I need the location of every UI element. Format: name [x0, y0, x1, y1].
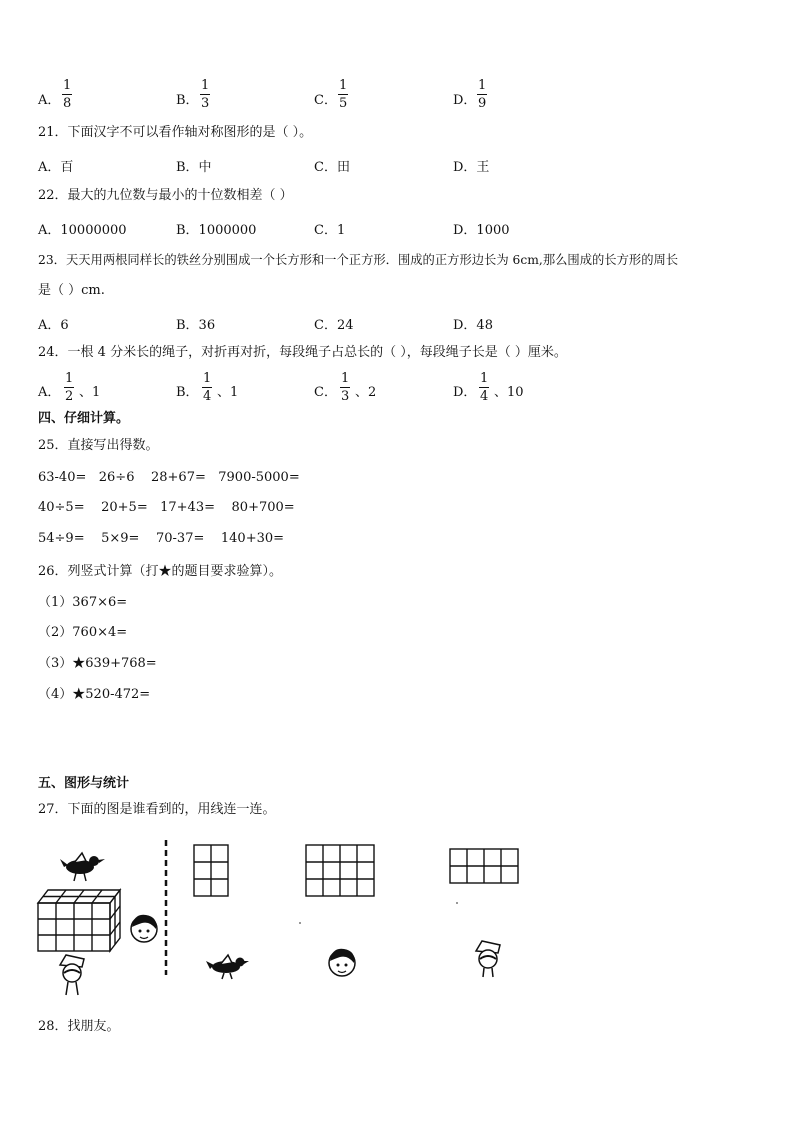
fraction-numerator: 1	[480, 371, 489, 386]
fraction-bar	[338, 94, 348, 95]
q25-stem: 25．直接写出得数。	[38, 438, 159, 453]
fraction-bar	[479, 387, 489, 388]
q21-option-b[interactable]: B．中	[176, 160, 212, 175]
boy-with-hat-icon	[60, 955, 84, 995]
fraction-bar	[477, 94, 487, 95]
view-grid-4x3	[306, 845, 374, 896]
q28-stem: 28．找朋友。	[38, 1019, 120, 1034]
q22-option-b[interactable]: B．1000000	[176, 223, 257, 238]
q20-option-b-letter[interactable]: B．	[176, 93, 199, 108]
q24-option-b-letter[interactable]: B．	[176, 385, 199, 400]
bird-icon	[60, 853, 105, 881]
q23-stem-line1: 23．天天用两根同样长的铁丝分别围成一个长方形和一个正方形．围成的正方形边长为 6cm,那么围成的长方形的周长	[38, 253, 679, 267]
fraction-bar	[62, 94, 72, 95]
view-grid-4x2	[450, 849, 518, 883]
fraction-numerator: 1	[478, 78, 487, 93]
section-5-title: 五、图形与统计	[38, 776, 130, 791]
girl-face-icon	[329, 949, 355, 976]
fraction-numerator: 1	[65, 371, 74, 386]
q22-option-d[interactable]: D．1000	[453, 223, 510, 238]
q20-option-a-letter[interactable]: A．	[38, 93, 61, 108]
q25-row-2: 40÷5= 20+5= 17+43= 80+700=	[38, 500, 295, 515]
q24-option-a-letter[interactable]: A．	[38, 385, 61, 400]
q21-option-a[interactable]: A．百	[38, 160, 74, 175]
q23-stem-line2: 是（ ）cm.	[38, 283, 105, 298]
q21-option-d[interactable]: D．王	[453, 160, 490, 175]
q24-option-d-fraction	[479, 371, 489, 404]
fraction-numerator: 1	[203, 371, 212, 386]
fraction-bar	[202, 387, 212, 388]
q20-option-c-fraction	[338, 78, 348, 111]
q27-figure	[30, 835, 540, 1005]
bird-icon	[206, 955, 249, 979]
fraction-denominator: 4	[203, 389, 212, 404]
girl-face-icon	[131, 915, 157, 942]
q26-item-2: （2）760×4=	[38, 625, 128, 640]
boy-with-hat-icon	[476, 941, 500, 977]
q26-stem: 26．列竖式计算（打★的题目要求验算）。	[38, 564, 283, 579]
fraction-denominator: 3	[201, 96, 210, 111]
fraction-bar	[340, 387, 350, 388]
section-4-title: 四、仔细计算。	[38, 411, 130, 426]
q20-option-b-fraction	[200, 78, 210, 111]
q27-stem: 27．下面的图是谁看到的，用线连一连。	[38, 802, 276, 817]
q23-option-d[interactable]: D．48	[453, 318, 493, 333]
q21-stem: 21．下面汉字不可以看作轴对称图形的是（ ）。	[38, 125, 313, 140]
q25-row-1: 63-40= 26÷6 28+67= 7900-5000=	[38, 470, 300, 485]
speck-dot	[299, 922, 301, 924]
q20-option-d-fraction	[477, 78, 487, 111]
q20-option-d-letter[interactable]: D．	[453, 93, 477, 108]
q26-item-1: （1）367×6=	[38, 595, 128, 610]
fraction-denominator: 4	[480, 389, 489, 404]
q20-option-c-letter[interactable]: C．	[314, 93, 337, 108]
q24-option-a-tail: 、1	[79, 385, 101, 400]
q26-item-4: （4）★520-472=	[38, 687, 151, 702]
q23-option-b[interactable]: B．36	[176, 318, 216, 333]
q21-option-c[interactable]: C．田	[314, 160, 350, 175]
q24-option-c-letter[interactable]: C．	[314, 385, 337, 400]
q24-stem: 24．一根 4 分米长的绳子，对折再对折，每段绳子占总长的（ ），每段绳子长是（ ）厘米。	[38, 345, 567, 360]
view-grid-2x3	[194, 845, 228, 896]
fraction-bar	[200, 94, 210, 95]
q24-option-d-letter[interactable]: D．	[453, 385, 477, 400]
fraction-numerator: 1	[341, 371, 350, 386]
q24-option-b-fraction	[202, 371, 212, 404]
fraction-denominator: 3	[341, 389, 350, 404]
q25-row-3: 54÷9= 5×9= 70-37= 140+30=	[38, 531, 285, 546]
q23-option-a[interactable]: A．6	[38, 318, 69, 333]
q22-option-a[interactable]: A．10000000	[38, 223, 127, 238]
q24-option-c-tail: 、2	[355, 385, 377, 400]
speck-dot	[456, 902, 458, 904]
fraction-numerator: 1	[63, 78, 72, 93]
cube-stack-image	[38, 890, 120, 951]
q22-stem: 22．最大的九位数与最小的十位数相差（ ）	[38, 188, 293, 203]
fraction-denominator: 5	[339, 96, 348, 111]
q20-option-a-fraction	[62, 78, 72, 111]
fraction-denominator: 8	[63, 96, 72, 111]
fraction-denominator: 9	[478, 96, 487, 111]
q23-option-c[interactable]: C．24	[314, 318, 354, 333]
fraction-denominator: 2	[65, 389, 74, 404]
q22-option-c[interactable]: C．1	[314, 223, 346, 238]
q24-option-d-tail: 、10	[494, 385, 524, 400]
q24-option-c-fraction	[340, 371, 350, 404]
fraction-numerator: 1	[201, 78, 210, 93]
q24-option-b-tail: 、1	[217, 385, 239, 400]
fraction-numerator: 1	[339, 78, 348, 93]
q26-item-3: （3）★639+768=	[38, 656, 157, 671]
fraction-bar	[64, 387, 74, 388]
q24-option-a-fraction	[64, 371, 74, 404]
